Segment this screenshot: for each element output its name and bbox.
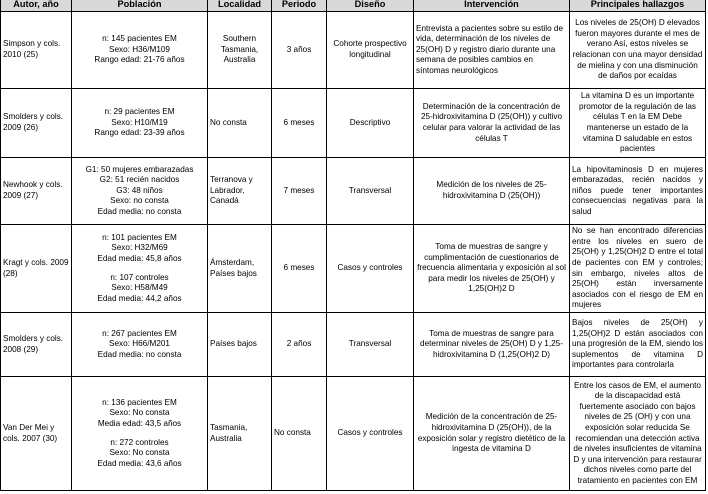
hallazgos-cell: No se han encontrado diferencias entre los niveles en suero de 25(OH) y 1,25(OH)2 D entre el total de pacientes con EM y controles; sin embargo, niveles altos de 25(OH) están inversamente asociados con el riesgo de EM en mujeres <box>570 225 706 313</box>
poblacion-spacer <box>74 430 205 438</box>
poblacion-line: Edad media: no consta <box>97 349 182 359</box>
table-row <box>1 158 706 225</box>
diseno-cell: Descriptivo <box>327 89 414 158</box>
poblacion-line: Edad media: no consta <box>97 206 182 216</box>
intervencion-cell: Toma de muestras de sangre y cumplimentación de cuestionarios de frecuencia alimentaria y exposición al sol para medir los niveles de 25(OH) y 1,25(OH)2 D <box>414 225 570 313</box>
autor-cell: Simpson y cols. 2010 (25) <box>1 12 72 89</box>
poblacion-line: Sexo: No consta <box>109 448 170 458</box>
diseno-cell: Casos y controles <box>327 377 414 491</box>
poblacion-line: Sexo: no consta <box>110 196 169 206</box>
poblacion-line: G2: 51 recién nacidos <box>99 175 180 185</box>
table-row <box>1 89 706 158</box>
localidad-cell: Southern Tasmania, Australia <box>208 12 272 89</box>
intervencion-cell: Determinación de la concentración de 25-hidroxivitamina D (25(OH)) y cultivo celular para valorar la actividad de las células T <box>414 89 570 158</box>
poblacion-line: n: 272 controles <box>110 437 169 447</box>
poblacion-line: Sexo: H58/M49 <box>111 283 168 293</box>
poblacion-line: Edad media: 45,8 años <box>97 253 182 263</box>
autor-cell: Smolders y cols. 2009 (26) <box>1 89 72 158</box>
localidad-cell: Países bajos <box>208 313 272 377</box>
periodo-cell: 7 meses <box>272 158 327 225</box>
autor-cell: Van Der Mei y cols. 2007 (30) <box>1 377 72 491</box>
hallazgos-cell: Los niveles de 25(OH) D elevados fueron mayores durante el mes de verano Así, estos niveles se relacionan con una mayor densidad de mielina y con una disminución de daños por ecaídas <box>570 12 706 89</box>
hallazgos-cell: La vitamina D es un importante promotor de la regulación de las células T en la EM Debe mantenerse un estado de la vitamina D saludable en estos pacientes <box>570 89 706 158</box>
poblacion-line: n: 107 controles <box>110 272 169 282</box>
poblacion-cell <box>72 313 208 377</box>
poblacion-line: Media edad: 43,5 años <box>97 418 182 428</box>
poblacion-cell <box>72 377 208 491</box>
poblacion-line: n: 101 pacientes EM <box>102 232 177 242</box>
poblacion-line: Sexo: No consta <box>109 408 170 418</box>
diseno-cell: Transversal <box>327 313 414 377</box>
localidad-cell: Terranova y Labrador, Canadá <box>208 158 272 225</box>
hallazgos-cell: Entre los casos de EM, el aumento de la discapacidad está fuertemente asociado con bajos niveles de 25 (OH) y con una exposición solar reducida Se recomiendan una detección activa de niveles insuficientes de vitamina D y una intervención para restaurar dichos niveles como parte del tratamiento en pacientes con EM <box>570 377 706 491</box>
autor-cell: Kragt y cols. 2009 (28) <box>1 225 72 313</box>
poblacion-line: Sexo: H66/M201 <box>109 339 170 349</box>
intervencion-cell: Toma de muestras de sangre para determinar niveles de 25(OH) D y 1,25-hidroxivitamina D (1,25(OH)2 D) <box>414 313 570 377</box>
autor-cell: Newhook y cols. 2009 (27) <box>1 158 72 225</box>
poblacion-line: n: 145 pacientes EM <box>102 34 177 44</box>
header-diseno: Diseño <box>327 0 414 12</box>
table-row <box>1 12 706 89</box>
periodo-cell: 3 años <box>272 12 327 89</box>
header-poblacion: Población <box>72 0 208 12</box>
poblacion-line: Rango edad: 21-76 años <box>94 55 185 65</box>
periodo-cell: 2 años <box>272 313 327 377</box>
poblacion-line: Sexo: H10/M19 <box>111 117 168 127</box>
poblacion-line: G1: 50 mujeres embarazadas <box>85 164 194 174</box>
periodo-cell: No consta <box>272 377 327 491</box>
poblacion-cell <box>72 225 208 313</box>
poblacion-line: n: 29 pacientes EM <box>104 107 175 117</box>
poblacion-line: Sexo: H36/M109 <box>109 44 170 54</box>
localidad-cell: Ámsterdam, Países bajos <box>208 225 272 313</box>
periodo-cell: 6 meses <box>272 89 327 158</box>
poblacion-line: Edad media: 43,6 años <box>97 458 182 468</box>
header-row <box>1 0 706 12</box>
header-hallazgos: Principales hallazgos <box>570 0 706 12</box>
header-localidad: Localidad <box>208 0 272 12</box>
periodo-cell: 6 meses <box>272 225 327 313</box>
poblacion-cell <box>72 158 208 225</box>
poblacion-line: Edad media: 44,2 años <box>97 293 182 303</box>
diseno-cell: Casos y controles <box>327 225 414 313</box>
poblacion-line: G3: 48 niños <box>116 185 163 195</box>
poblacion-line: Rango edad: 23-39 años <box>94 128 185 138</box>
intervencion-cell: Entrevista a pacientes sobre su estilo de vida, determinación de los niveles de 25(OH) D y registro diario durante una semana de posibles cambios en síntomas neurológicos <box>414 12 570 89</box>
diseno-cell: Cohorte prospectivo longitudinal <box>327 12 414 89</box>
table-row <box>1 225 706 313</box>
autor-cell: Smolders y cols. 2008 (29) <box>1 313 72 377</box>
poblacion-cell <box>72 89 208 158</box>
header-intervencion: Intervención <box>414 0 570 12</box>
localidad-cell: No consta <box>208 89 272 158</box>
localidad-cell: Tasmania, Australia <box>208 377 272 491</box>
poblacion-line: n: 136 pacientes EM <box>102 397 177 407</box>
intervencion-cell: Medición de la concentración de 25-hidroxivitamina D (25(OH)), de la exposición solar y registro dietético de la ingesta de vitamina D <box>414 377 570 491</box>
diseno-cell: Transversal <box>327 158 414 225</box>
header-periodo: Periodo <box>272 0 327 12</box>
poblacion-cell <box>72 12 208 89</box>
table-row <box>1 377 706 491</box>
table-row <box>1 313 706 377</box>
intervencion-cell: Medición de los niveles de 25-hidroxivitamina D (25(OH)) <box>414 158 570 225</box>
hallazgos-cell: Bajos niveles de 25(OH) y 1,25(OH)2 D están asociados con una progresión de la EM, siendo los suplementos de vitamina D importantes para controlarla <box>570 313 706 377</box>
hallazgos-cell: La hipovitaminosis D en mujeres embarazadas, recién nacidos y niños puede tener importantes consecuencias negativas para la salud <box>570 158 706 225</box>
poblacion-spacer <box>74 265 205 273</box>
header-autor: Autor, año <box>1 0 72 12</box>
poblacion-line: n: 267 pacientes EM <box>102 328 177 338</box>
poblacion-line: Sexo: H32/M69 <box>111 243 168 253</box>
